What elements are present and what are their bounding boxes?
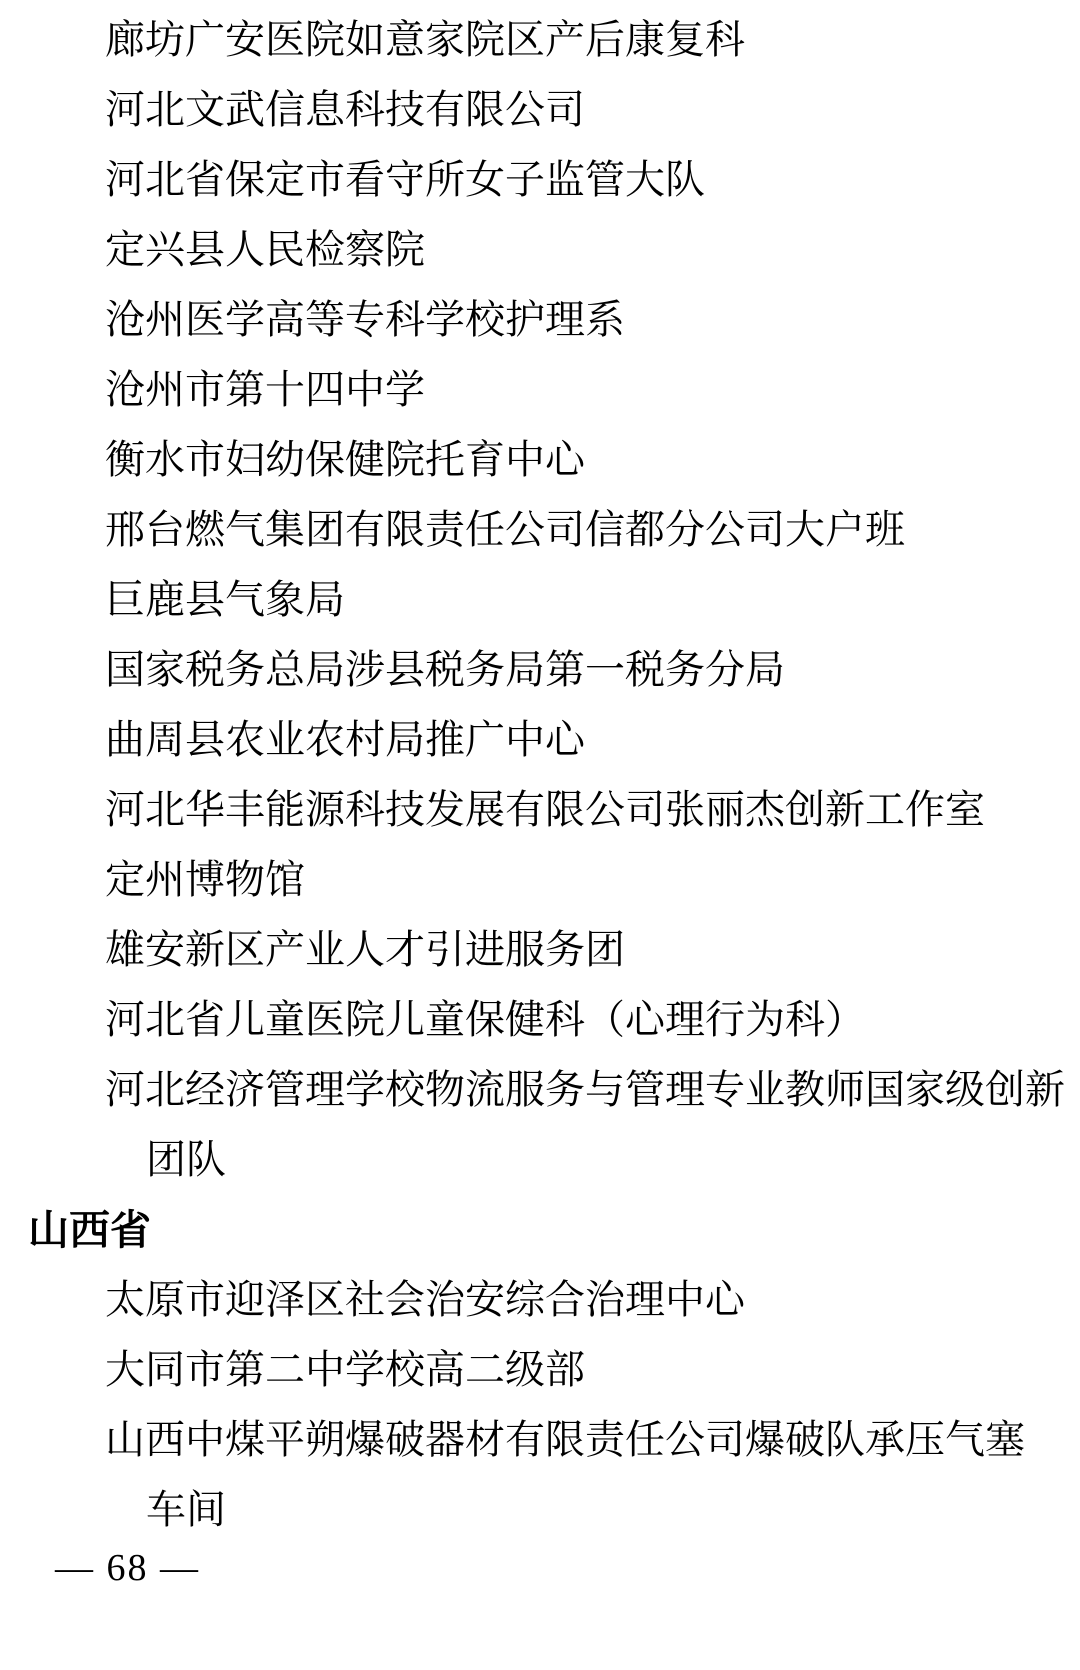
entry-line [105,355,1080,425]
entry-line [105,775,1080,845]
continuation-line [146,1475,1080,1545]
line-text: 国家税务总局涉县税务局第一税务分局 [105,647,785,692]
line-text: 河北经济管理学校物流服务与管理专业教师国家级创新 [105,1067,1065,1112]
line-text: 定州博物馆 [105,857,305,902]
entry-line [105,1335,1080,1405]
line-text: 河北省保定市看守所女子监管大队 [105,157,705,202]
page-footer [55,1540,200,1596]
entry-line [105,565,1080,635]
entry-line [105,1405,1080,1475]
entry-line [105,915,1080,985]
entry-line [105,705,1080,775]
entry-line [105,845,1080,915]
line-text: 团队 [146,1137,226,1182]
line-text: 曲周县农业农村局推广中心 [105,717,585,762]
entry-line [105,285,1080,355]
entry-line [105,1055,1080,1125]
line-text: 太原市迎泽区社会治安综合治理中心 [105,1277,745,1322]
entry-line [105,425,1080,495]
line-text: 沧州医学高等专科学校护理系 [105,297,625,342]
line-text: 廊坊广安医院如意家院区产后康复科 [105,17,745,62]
line-text: 河北省儿童医院儿童保健科（心理行为科） [105,997,865,1042]
line-text: 巨鹿县气象局 [105,577,345,622]
entry-line [105,635,1080,705]
line-text: 山西中煤平朔爆破器材有限责任公司爆破队承压气塞 [105,1417,1025,1462]
entry-line [105,145,1080,215]
line-text: 衡水市妇幼保健院托育中心 [105,437,585,482]
line-text: 河北华丰能源科技发展有限公司张丽杰创新工作室 [105,787,985,832]
entry-line [105,1265,1080,1335]
line-text: 雄安新区产业人才引进服务团 [105,927,625,972]
entry-line [105,75,1080,145]
province-header-line [28,1195,1080,1265]
entry-line [105,215,1080,285]
line-text: 邢台燃气集团有限责任公司信都分公司大户班 [105,507,905,552]
entry-line [105,495,1080,565]
page-number: — 68 — [55,1547,200,1589]
line-text: 山西省 [28,1207,151,1253]
entry-line [105,5,1080,75]
line-text: 河北文武信息科技有限公司 [105,87,585,132]
line-text: 大同市第二中学校高二级部 [105,1347,585,1392]
entry-line [105,985,1080,1055]
line-text: 定兴县人民检察院 [105,227,425,272]
line-text: 车间 [146,1487,226,1532]
continuation-line [146,1125,1080,1195]
line-text: 沧州市第十四中学 [105,367,425,412]
